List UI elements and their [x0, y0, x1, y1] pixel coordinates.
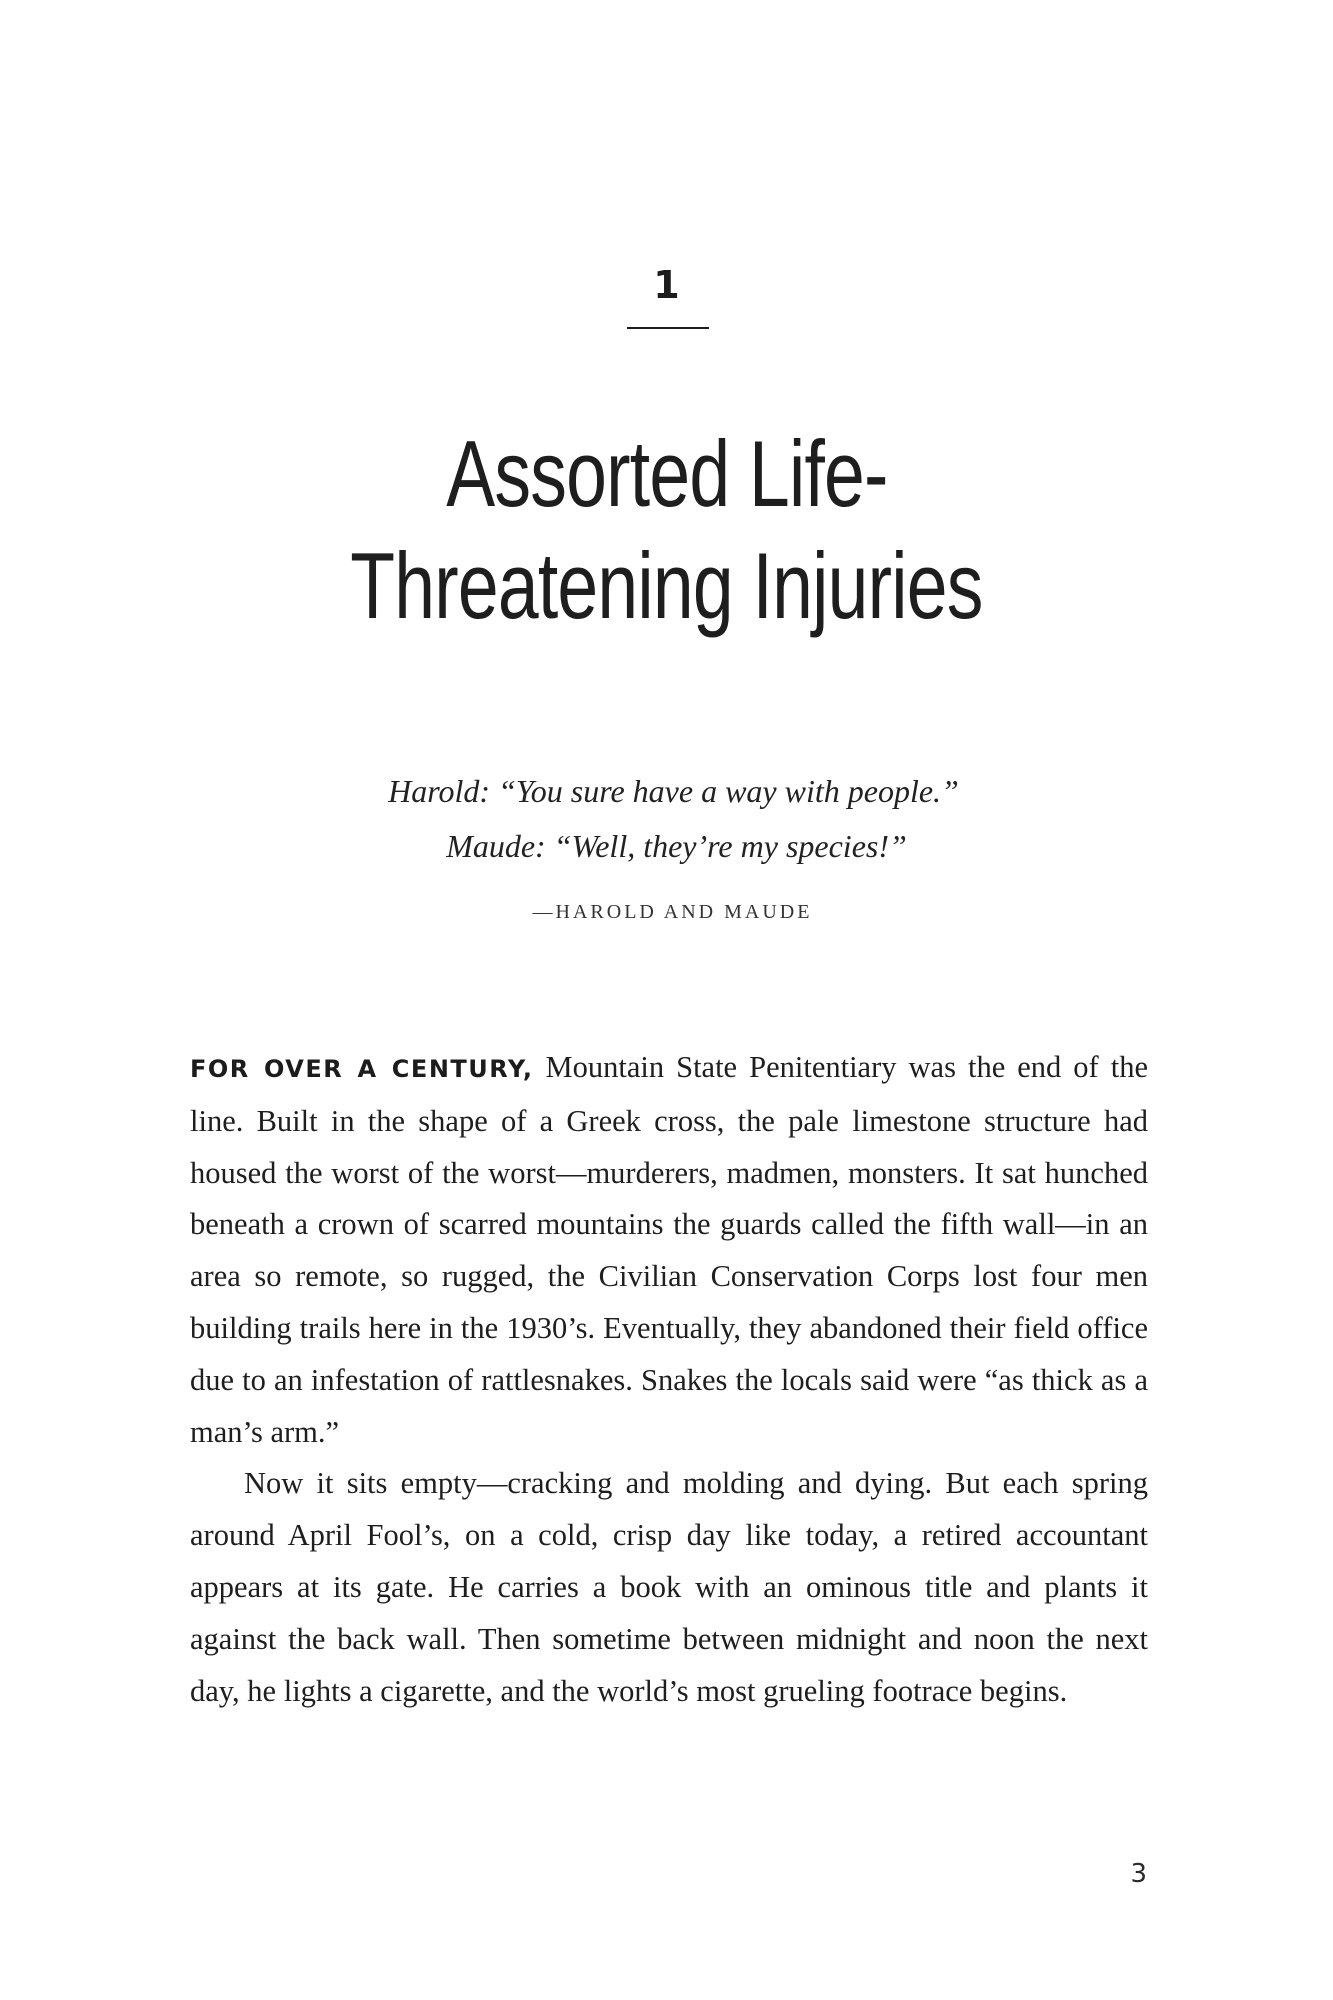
chapter-number: 1 [653, 263, 680, 307]
paragraph-1-text: Mountain State Penitentiary was the end of the line. Built in the shape of a Greek cross, the pale limestone structure had housed the worst of the worst—murderers, madmen, monsters. It sat hunched beneath a crown of scarred mountains the guards called the fifth wall—in an area so remote, so rugged, the Civilian Conservation Corps lost four men building trails here in the 1930’s. Eventually, they abandoned their field office due to an infestation of rattlesnakes. Snakes the locals said were “as thick as a man’s arm.” [190, 1050, 1148, 1449]
lead-in: FOR OVER A CENTURY, [190, 1055, 534, 1083]
epigraph-attribution: —HAROLD AND MAUDE [532, 901, 813, 923]
epigraph [0, 764, 1333, 874]
epigraph-line-2: Maude: “Well, they’re my species!” [446, 828, 907, 864]
chapter-title-line-2-text: Threatening Injuries [350, 533, 983, 638]
chapter-title-line-1 [0, 418, 1333, 530]
paragraph-1 [190, 1042, 1148, 1458]
chapter-title-line-2 [0, 530, 1333, 642]
page-number: 3 [1130, 1859, 1147, 1889]
chapter-divider-rule [627, 327, 709, 329]
epigraph-line-1: Harold: “You sure have a way with people.” [388, 773, 959, 809]
chapter-title-line-1-text: Assorted Life- [445, 421, 888, 526]
paragraph-2: Now it sits empty—cracking and molding and dying. But each spring around April Fool’s, on a cold, crisp day like today, a retired accountant appears at its gate. He carries a book with an ominous title and plants it against the back wall. Then sometime between midnight and noon the next day, he lights a cigarette, and the world’s most grueling footrace begins. [190, 1466, 1148, 1708]
body-text [190, 1042, 1148, 1717]
chapter-title [0, 418, 1333, 642]
